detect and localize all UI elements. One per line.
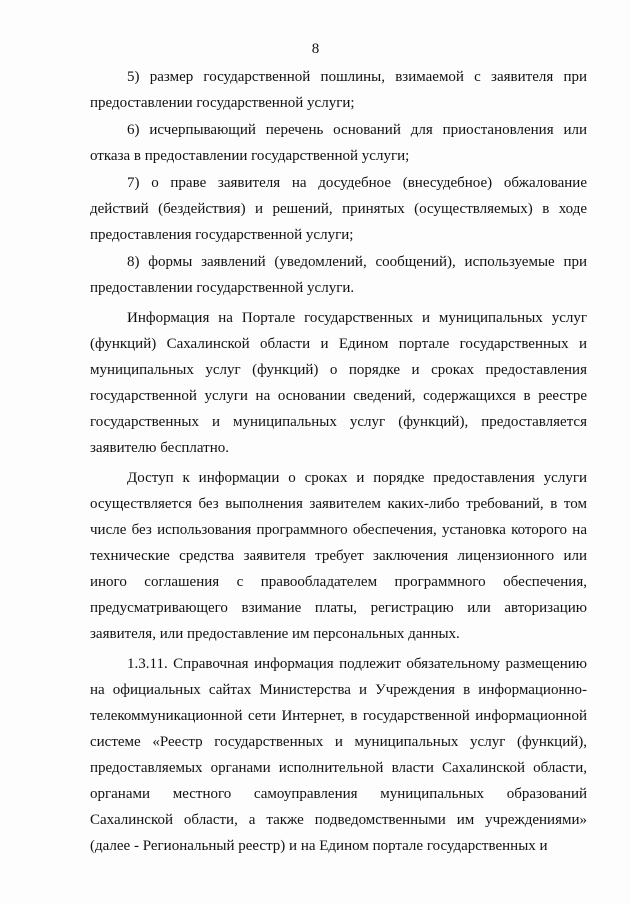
list-item-appeal-right: 7) о праве заявителя на досудебное (внесудебное) обжалование действий (бездействия) и решений, принятых (осуществляемых) в ходе предоставления государственной услуги;: [90, 175, 587, 243]
paragraph-portal-info: Информация на Портале государственных и муниципальных услуг (функций) Сахалинской области и Едином портале государственных и муниципальных услуг (функций) о порядке и сроках предоставления государственной услуги на основании сведений, содержащихся в реестре государственных и муниципальных услуг (функций), предоставляется заявителю бесплатно.: [90, 310, 587, 456]
list-item-fee: 5) размер государственной пошлины, взимаемой с заявителя при предоставлении государственной услуги;: [90, 69, 587, 111]
paragraph-access-info: Доступ к информации о сроках и порядке предоставления услуги осуществляется без выполнения заявителем каких-либо требований, в том числе без использования программного обеспечения, установка которого на технические средства заявителя требует заключения лицензионного или иного соглашения с правообладателем программного обеспечения, предусматривающего взимание платы, регистрацию или авторизацию заявителя, или предоставление им персональных данных.: [90, 470, 587, 642]
list-item-grounds-refusal: 6) исчерпывающий перечень оснований для приостановления или отказа в предоставлении государственной услуги;: [90, 122, 587, 164]
paragraph-reference-info: 1.3.11. Справочная информация подлежит обязательному размещению на официальных сайтах Министерства и Учреждения в информационно-телекоммуникационной сети Интернет, в государственной информационной системе «Реестр государственных и муниципальных услуг (функций), предоставляемых органами исполнительной власти Сахалинской области, органами местного самоуправления муниципальных образований Сахалинской области, а также подведомственными им учреждениями» (далее - Региональный реестр) и на Едином портале государственных и: [90, 656, 587, 854]
document-body: [90, 64, 587, 860]
list-item-application-forms: 8) формы заявлений (уведомлений, сообщений), используемые при предоставлении государственной услуги.: [90, 254, 587, 296]
page-number: 8: [311, 41, 320, 57]
